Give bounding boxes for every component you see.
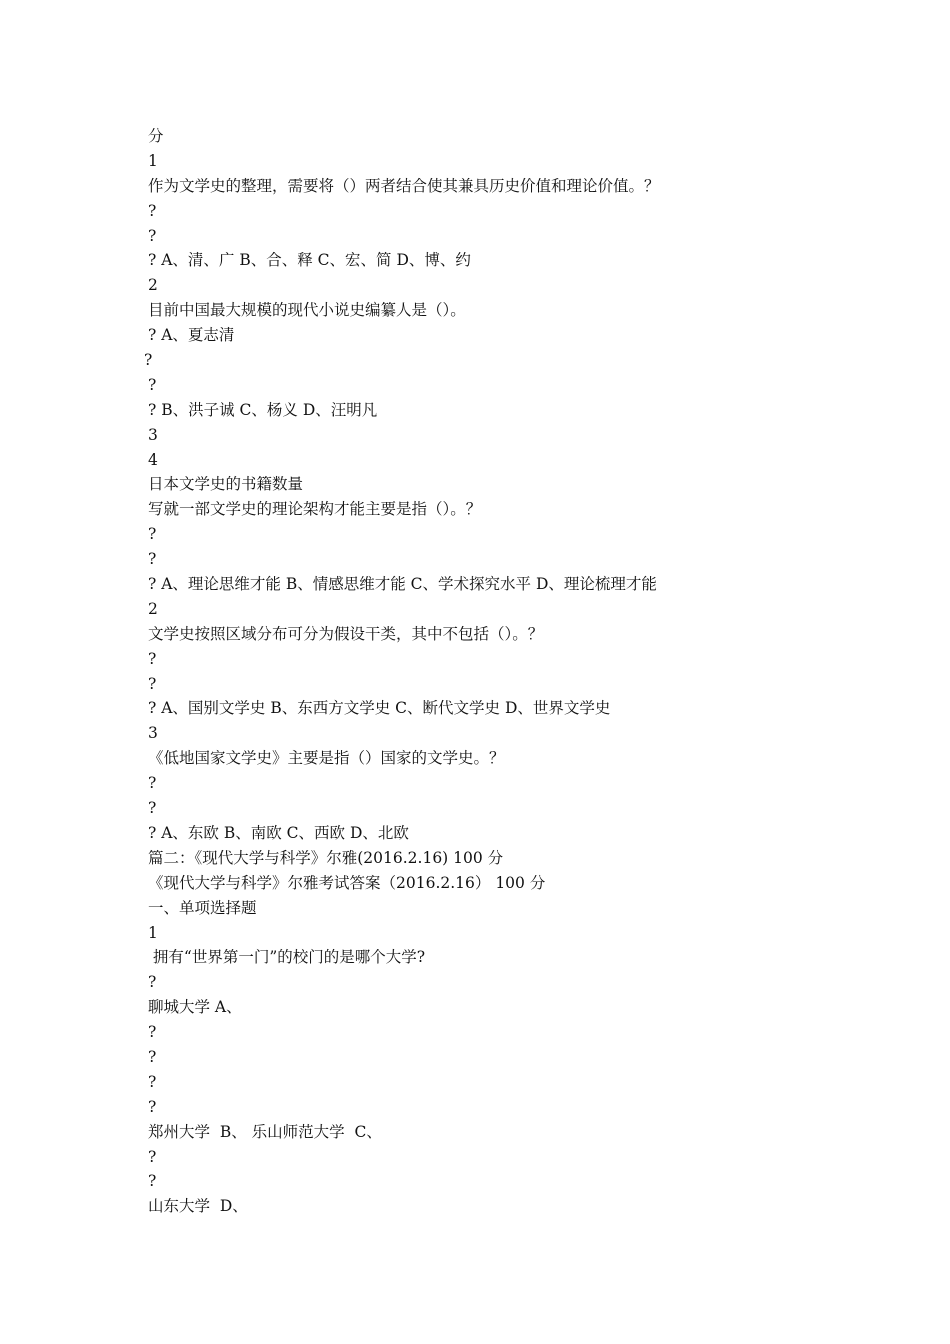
text-line: ? A、夏志清 xyxy=(148,326,235,345)
text-line: 一、单项选择题 xyxy=(148,898,257,917)
text-line: 1 xyxy=(148,923,158,942)
text-line: 篇二：《现代大学与科学》尔雅(2016.2.16) 100 分 xyxy=(148,848,504,867)
text-line: ? xyxy=(148,1072,157,1091)
text-line: 目前中国最大规模的现代小说史编纂人是（）。 xyxy=(148,301,466,320)
text-line: 聊城大学 A、 xyxy=(148,998,242,1017)
text-line: ? A、理论思维才能 B、情感思维才能 C、学术探究水平 D、理论梳理才能 xyxy=(148,575,657,594)
text-line: ? xyxy=(148,550,157,569)
text-line: ? A、国别文学史 B、东西方文学史 C、断代文学史 D、世界文学史 xyxy=(148,699,611,718)
text-line: ? A、清、广 B、合、释 C、宏、简 D、博、约 xyxy=(148,251,471,270)
text-line: 日本文学史的书籍数量 xyxy=(148,475,304,494)
text-line: 郑州大学 B、 乐山师范大学 C、 xyxy=(148,1122,382,1141)
text-line: ? xyxy=(148,774,157,793)
text-line: 《低地国家文学史》主要是指（）国家的文学史。？ xyxy=(148,749,505,768)
text-line: ? xyxy=(148,799,157,818)
text-line: ? xyxy=(148,1023,157,1042)
text-line: 3 xyxy=(148,425,158,444)
text-line: 作为文学史的整理，需要将（）两者结合使其兼具历史价值和理论价值。？ xyxy=(148,176,660,195)
text-line: ? A、东欧 B、南欧 C、西欧 D、北欧 xyxy=(148,823,409,842)
text-line: ? xyxy=(148,674,157,693)
text-line: ? xyxy=(148,525,157,544)
text-line: ? xyxy=(148,1147,157,1166)
text-line: ? xyxy=(148,1047,157,1066)
text-line: ? xyxy=(148,226,157,245)
text-line: 分 xyxy=(148,127,164,145)
text-line: 1 xyxy=(148,151,158,170)
text-line: 文学史按照区域分布可分为假设干类，其中不包括（）。？ xyxy=(148,624,544,643)
text-line: 写就一部文学史的理论架构才能主要是指（）。？ xyxy=(148,500,482,519)
text-line: ? xyxy=(148,1097,157,1116)
text-line: ? xyxy=(148,1172,157,1191)
text-line: 2 xyxy=(148,276,158,295)
text-line: ? xyxy=(148,649,157,668)
text-line: ? xyxy=(148,973,157,992)
document-body xyxy=(144,124,848,1219)
text-line: 4 xyxy=(148,450,158,469)
text-line: 拥有“世界第一门”的校门的是哪个大学? xyxy=(148,948,426,967)
text-line: ? xyxy=(148,201,157,220)
text-line: 《现代大学与科学》尔雅考试答案（2016.2.16） 100 分 xyxy=(148,873,546,892)
text-line: ? B、洪子诚 C、杨义 D、汪明凡 xyxy=(148,400,378,419)
text-line: ? xyxy=(144,351,153,370)
text-line: 2 xyxy=(148,599,158,618)
text-line: 3 xyxy=(148,724,158,743)
text-line: 山东大学 D、 xyxy=(148,1197,248,1216)
text-line: ? xyxy=(148,375,157,394)
